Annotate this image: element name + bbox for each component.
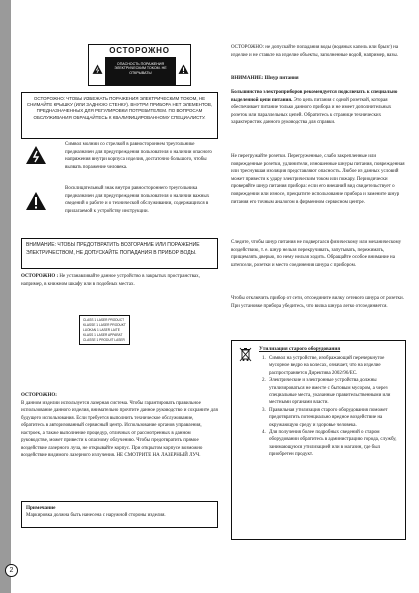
exclamation-warning-icon xyxy=(178,62,189,73)
disconnect-paragraph: Чтобы отключить прибор от сети, отсоедините вилку сетевого шнура от розетки. При установке прибора убедитесь, что вилка шнура легко отсоединяется. xyxy=(231,296,404,309)
list-item: 1. Символ на устройстве, изображающий перечеркнутое мусорное ведро на колесах, означает, что на изделие распространяется Директива 2002/96/EC. xyxy=(262,356,385,376)
laser-label-line: KLASS 1 LASER APPARAT xyxy=(83,332,123,337)
power-cord-paragraph xyxy=(231,89,408,127)
exclamation-warning-icon xyxy=(25,191,47,211)
power-cord-bold: Большинство электроприборов рекомендуется подключать к специально выделенной цепи питания. xyxy=(231,90,398,103)
laser-label-line: KLASSE 1 LASER PRODUKT xyxy=(83,322,126,327)
warning-text: ВНИМАНИЕ: ЧТОБЫ ПРЕДОТВРАТИТЬ ВОЗГОРАНИЕ ИЛИ ПОРАЖЕНИЕ ЭЛЕКТРИЧЕСТВОМ, НЕ ДОПУСКАЙТЕ ПОПАДАНИЯ В ПРИБОР ВОДЫ. xyxy=(26,242,200,256)
power-cord-title: ВНИМАНИЕ: Шнур питания xyxy=(231,76,299,81)
caution-box xyxy=(88,44,191,86)
note-text: Маркировка должна быть нанесена с наружной стороны изделия. xyxy=(26,513,166,519)
lightning-warning-icon xyxy=(25,145,47,165)
page-edge-bar xyxy=(0,0,11,593)
cord-protect-paragraph: Следите, чтобы шнур питания не подвергался физическому или механическому воздействию, т. е. шнур нельзя перекручивать, запутывать, пережимать, прищемлять дверью, по нему нельзя ходить. Обращайте особое внимание на штепсели, розетки и место соединения шнура с прибором. xyxy=(231,240,402,268)
crossed-bin-icon xyxy=(239,346,252,362)
caution-install-label: ОСТОРОЖНО : xyxy=(21,274,59,279)
page-number: 2 xyxy=(5,564,18,577)
disposal-item-text: Для получения более подробных сведений о старом оборудовании обратитесь в администрацию города, службу, занимающуюся утилизацией или в магазин, где был приобретен продукт. xyxy=(269,430,397,458)
laser-class-label xyxy=(79,315,130,345)
disposal-item-text: Правильная утилизация старого оборудования поможет предотвратить потенциально вредное воздействие на окружающую среду и здоровье человека. xyxy=(269,407,388,428)
caution-water-paragraph: ОСТОРОЖНО: не допускайте попадания воды (водяных капель или брызг) на изделие и не ставьте на изделие объекты, заполненные водой, например, вазы. xyxy=(231,45,399,58)
caution-title: ОСТОРОЖНО xyxy=(109,46,170,55)
note-title: Примечание xyxy=(26,505,56,511)
laser-section-text: В данном изделии используется лазерная система. Чтобы гарантировать правильное использование данного изделия, внимательно прочтите данное руководство и сохраните для будущего использования. Если требуется выполнить техническое обслуживание, обратитесь в авторизованный сервисный центр. Использование органов управления, настроек, а также выполнение процедур, отличных от рассмотренных в данном руководстве, может привести к опасному облучению. Чтобы предотвратить прямое воздействие лазерного луча, не открывайте корпус. При открытом корпусе возможно воздействие видимого лазерного излучения. НЕ СМОТРИТЕ НА ЛАЗЕРНЫЙ ЛУЧ. xyxy=(21,400,218,458)
caution-install-text: Не устанавливайте данное устройство в закрытых пространствах, например, в книжном шкафу или в подобных местах. xyxy=(21,274,200,287)
overload-paragraph: Не перегружайте розетки. Перегруженные, слабо закрепленные или поврежденные розетки, удлинители, изношенные шнуры питания, поврежденная или треснувшая изоляция представляют опасность. Любое из данных условий может привести к удару электрическим током или пожару. Периодически проверяйте шнур питания прибора: если его внешний вид свидетельствует о повреждении или износе, прекратите использование прибора и замените шнур питания его точным аналогом в фирменном сервисном центре. xyxy=(231,154,405,205)
warning-box xyxy=(21,238,218,269)
laser-label-line: CLASS 1 LASER PRODUCT xyxy=(83,318,125,322)
list-item: 2. Электрические и электронные устройства должны утилизироваться не вместе с бытовым мусором, а через специальные места, указанные правительственными или местными органами власти. xyxy=(262,378,391,406)
disposal-list xyxy=(262,355,402,459)
shock-warning-text: ОСТОРОЖНО: ЧТОБЫ ИЗБЕЖАТЬ ПОРАЖЕНИЯ ЭЛЕКТРИЧЕСКИМ ТОКОМ, НЕ СНИМАЙТЕ КРЫШКУ (ИЛИ ЗАДНЮЮ СТЕНКУ). ВНУТРИ ПРИБОРА НЕТ ЭЛЕМЕНТОВ, ПРЕДНАЗНАЧЕННЫХ ДЛЯ РЕГУЛИРОВКИ ПОТРЕБИТЕЛЕМ. ПО ВОПРОСАМ ОБСЛУЖИВАНИЯ ОБРАЩАЙТЕСЬ К КВАЛИФИЦИРОВАННОМУ СПЕЦИАЛИСТУ. xyxy=(26,96,213,120)
laser-section xyxy=(21,392,218,460)
laser-section-label: ОСТОРОЖНО: xyxy=(21,393,57,398)
laser-label-line: CLASSE 1 PRODUIT LASER xyxy=(83,337,125,342)
disposal-item-text: Электрические и электронные устройства должны утилизироваться не вместе с бытовым мусором, а через специальные места, указанные правительственными или местными органами власти. xyxy=(269,378,391,406)
lightning-symbol-text: Символ молнии со стрелкой в равностороннем треугольнике предназначен для предупреждения пользователя о наличии опасного напряжения внутри корпуса изделия, достаточно большого, чтобы вызвать поражение человека. xyxy=(65,142,212,170)
disposal-box xyxy=(231,340,406,540)
lightning-warning-icon xyxy=(92,62,103,73)
disposal-item-text: Символ на устройстве, изображающий перечеркнутое мусорное ведро на колесах, означает, что на изделие распространяется Директива 2002/96/EC. xyxy=(269,356,385,376)
exclamation-symbol-text: Восклицательный знак внутри равностороннего треугольника предназначен для предупреждения пользователя о наличии важных сведений о работе и о технической обслуживании, содержащихся в прилагаемой к устройству инструкции. xyxy=(65,186,210,214)
caution-install-paragraph xyxy=(21,273,218,288)
lightning-symbol-explanation xyxy=(21,141,218,181)
list-item: 4. Для получения более подробных сведений о старом оборудовании обратитесь в администрацию города, службу, занимающуюся утилизацией или в магазин, где был приобретен продукт. xyxy=(262,430,397,458)
disposal-title: Утилизация старого оборудования xyxy=(259,346,341,352)
shock-warning-box xyxy=(21,92,218,139)
exclamation-symbol-explanation xyxy=(21,185,218,231)
note-box xyxy=(21,501,218,528)
caution-black-label: ОПАСНОСТЬ ПОРАЖЕНИЯ ЭЛЕКТРИЧЕСКИМ ТОКОМ. НЕ ОТКРЫВАТЬ! xyxy=(105,57,176,86)
power-cord-text: Это цепь питания с одной розеткой, которая обеспечивает питание только данного прибора и не имеет дополнительных розеток или параллельных цепей. Обратитесь к странице технических характеристик данного руководства для справки. xyxy=(231,97,392,126)
list-item: 3. Правильная утилизация старого оборудования поможет предотвратить потенциально вредное воздействие на окружающую среду и здоровье человека. xyxy=(262,407,388,428)
laser-label-line: LUOKAN 1 LASER LAITE xyxy=(83,327,120,332)
